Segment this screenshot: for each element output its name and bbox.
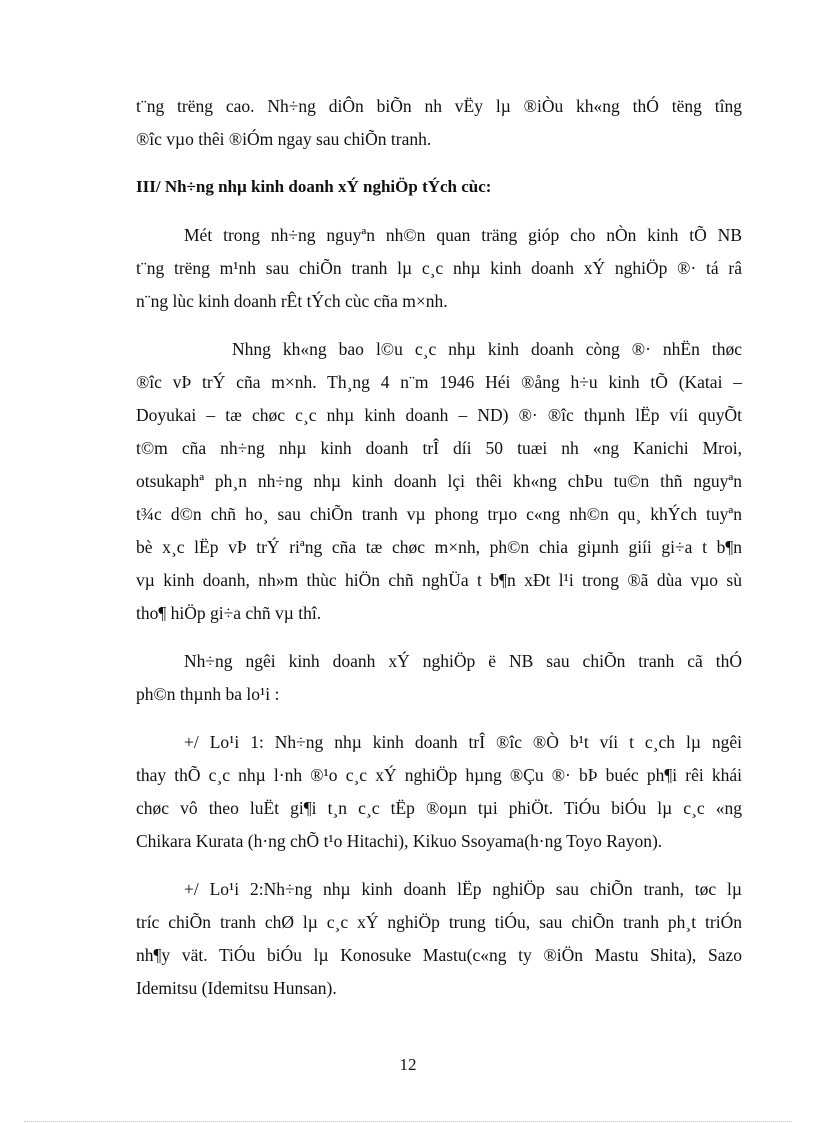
text-line: ph©n thµnh ba lo¹i : bbox=[136, 684, 280, 704]
text-line: tho¶ hiÖp gi÷a chñ vµ thî. bbox=[136, 603, 322, 623]
text-line: Nhng kh«ng bao l©u c¸c nhµ kinh doanh còng ®· nhËn thøc bbox=[232, 339, 742, 359]
text-line: t¨ng trëng m¹nh sau chiÕn tranh lµ c¸c nhµ kinh doanh xÝ nghiÖp ®· tá râ bbox=[136, 258, 742, 278]
text-line: chøc vô theo luËt gi¶i t¸n c¸c tËp ®oµn tµi phiÖt. TiÓu biÓu lµ c¸c «ng bbox=[136, 798, 742, 818]
text-line: Idemitsu (Idemitsu Hunsan). bbox=[136, 978, 337, 998]
text-line: Mét trong nh÷ng nguyªn nh©n quan träng gióp cho nÒn kinh tÕ NB bbox=[184, 225, 742, 245]
text-line: otsukaphª ph¸n nh÷ng nhµ kinh doanh lçi thêi kh«ng chÞu tu©n thñ nguyªn bbox=[136, 471, 742, 491]
text-line: ®îc vµo thêi ®iÓm ngay sau chiÕn tranh. bbox=[136, 129, 432, 149]
text-line: vµ kinh doanh, nh»m thùc hiÖn chñ nghÜa t b¶n xÐt l¹i trong ®ã dùa vµo sù bbox=[136, 570, 742, 590]
text-line: tríc chiÕn tranh chØ lµ c¸c xÝ nghiÖp trung tiÓu, sau chiÕn tranh ph¸t triÓn bbox=[136, 912, 742, 932]
text-line: n¨ng lùc kinh doanh rÊt tÝch cùc cña m×nh. bbox=[136, 291, 448, 311]
text-line: +/ Lo¹i 1: Nh÷ng nhµ kinh doanh trÎ ®îc ®Ò b¹t víi t c¸ch lµ ngêi bbox=[184, 732, 742, 752]
text-line: bè x¸c lËp vÞ trÝ riªng cña tæ chøc m×nh, ph©n chia giµnh giíi gi÷a t b¶n bbox=[136, 537, 742, 557]
page-bottom-divider bbox=[24, 1121, 792, 1122]
text-line: Doyukai – tæ chøc c¸c nhµ kinh doanh – ND) ®· ®îc thµnh lËp víi quyÕt bbox=[136, 405, 742, 425]
text-line: t¨ng trëng cao. Nh÷ng diÔn biÕn nh vËy lµ ®iÒu kh«ng thÓ tëng tîng bbox=[136, 96, 742, 116]
section-heading: III/ Nh÷ng nhµ kinh doanh xÝ nghiÖp tÝch cùc: bbox=[136, 177, 492, 196]
text-line: ®îc vÞ trÝ cña m×nh. Th¸ng 4 n¨m 1946 Héi ®ång h÷u kinh tÕ (Katai – bbox=[136, 372, 742, 392]
text-line: nh¶y vät. TiÓu biÓu lµ Konosuke Mastu(c«ng ty ®iÖn Mastu Shita), Sazo bbox=[136, 945, 742, 965]
text-line: thay thÕ c¸c nhµ l·nh ®¹o c¸c xÝ nghiÖp hµng ®Çu ®· bÞ buéc ph¶i rêi khái bbox=[136, 765, 742, 785]
text-line: +/ Lo¹i 2:Nh÷ng nhµ kinh doanh lËp nghiÖp sau chiÕn tranh, tøc lµ bbox=[184, 879, 742, 899]
text-line: Chikara Kurata (h·ng chÕ t¹o Hitachi), Kikuo Ssoyama(h·ng Toyo Rayon). bbox=[136, 831, 663, 851]
page-number: 12 bbox=[399, 1055, 417, 1074]
text-line: t©m cña nh÷ng nhµ kinh doanh trÎ díi 50 tuæi nh «ng Kanichi Mroi, bbox=[136, 438, 742, 458]
text-line: t¾c d©n chñ ho¸ sau chiÕn tranh vµ phong trµo c«ng nh©n qu¸ khÝch tuyªn bbox=[136, 504, 742, 524]
text-line: Nh÷ng ngêi kinh doanh xÝ nghiÖp ë NB sau chiÕn tranh cã thÓ bbox=[184, 651, 742, 671]
